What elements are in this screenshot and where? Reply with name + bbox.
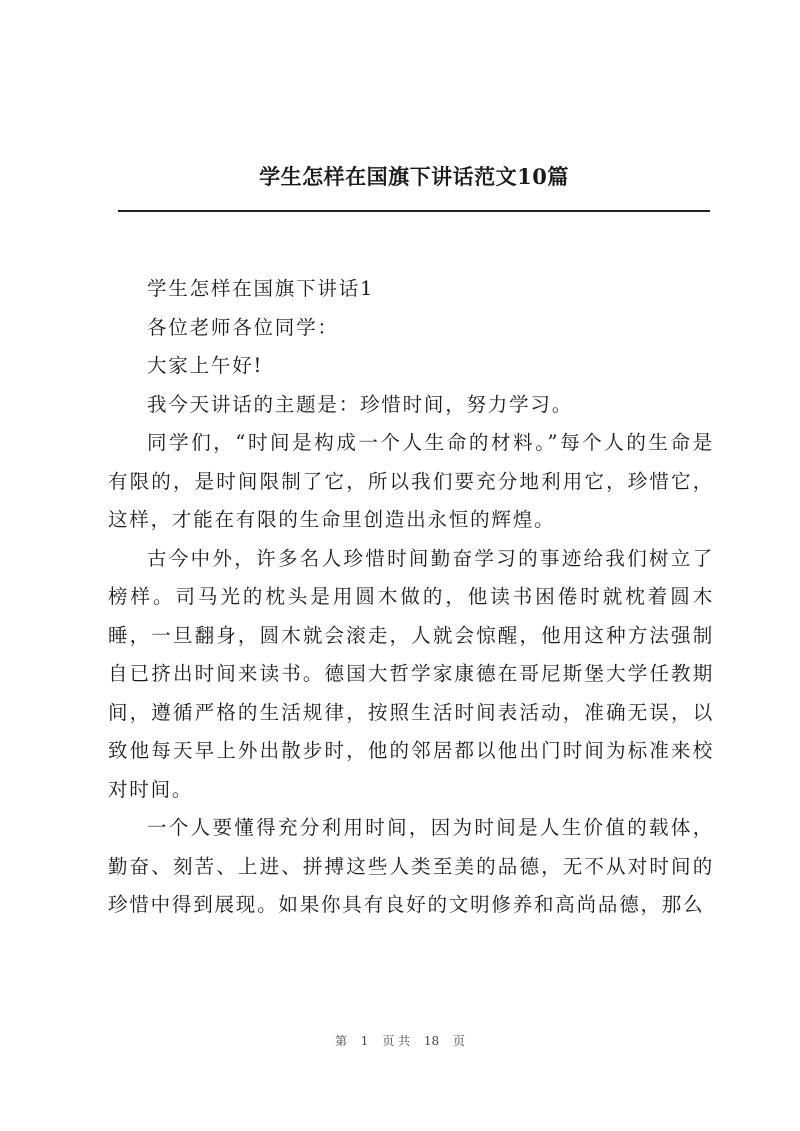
paragraph-salutation: 各位老师各位同学： xyxy=(147,315,339,339)
paragraph-speech-heading: 学生怎样在国旗下讲话1 xyxy=(147,277,375,300)
footer-page-label: 第 xyxy=(334,1034,347,1048)
paragraph-body: 古今中外，许多名人珍惜时间勤奋学习的事迹给我们树立了榜样。司马光的枕头是用圆木做的，他读书困倦时就枕着圆木睡，一旦翻身，圆木就会滚走，人就会惊醒，他用这种方法强制自已挤出时间来读书。德国大哲学家康德在哥尼斯堡大学任教期间，遵循严格的生活规律，按照生活时间表活动，准确无误，以致他每天早上外出散步时，他的邻居都以他出门时间为标准来校对时间。 xyxy=(108,546,714,801)
footer-total-label: 页 共 xyxy=(382,1034,411,1048)
footer-current-page: 1 xyxy=(360,1034,369,1048)
paragraph-body: 一个人要懂得充分利用时间，因为时间是人生价值的载体，勤奋、刻苦、上进、拼搏这些人类至美的品德，无不从对时间的珍惜中得到展现。如果你具有良好的文明修养和高尚品德，那么 xyxy=(108,816,714,916)
document-body xyxy=(108,270,714,925)
paragraph-greeting: 大家上午好! xyxy=(147,354,264,377)
title-underline xyxy=(118,210,710,212)
paragraph-topic: 我今天讲话的主题是：珍惜时间，努力学习。 xyxy=(147,392,574,416)
footer-page-suffix: 页 xyxy=(453,1034,466,1048)
page-footer xyxy=(0,1032,800,1049)
footer-total-pages: 18 xyxy=(423,1034,440,1048)
paragraph-body: 同学们，“时间是构成一个人生命的材料。”每个人的生命是有限的，是时间限制了它，所以我们要充分地利用它，珍惜它，这样，才能在有限的生命里创造出永恒的辉煌。 xyxy=(108,431,714,531)
document-title: 学生怎样在国旗下讲话范文10篇 xyxy=(259,164,569,189)
